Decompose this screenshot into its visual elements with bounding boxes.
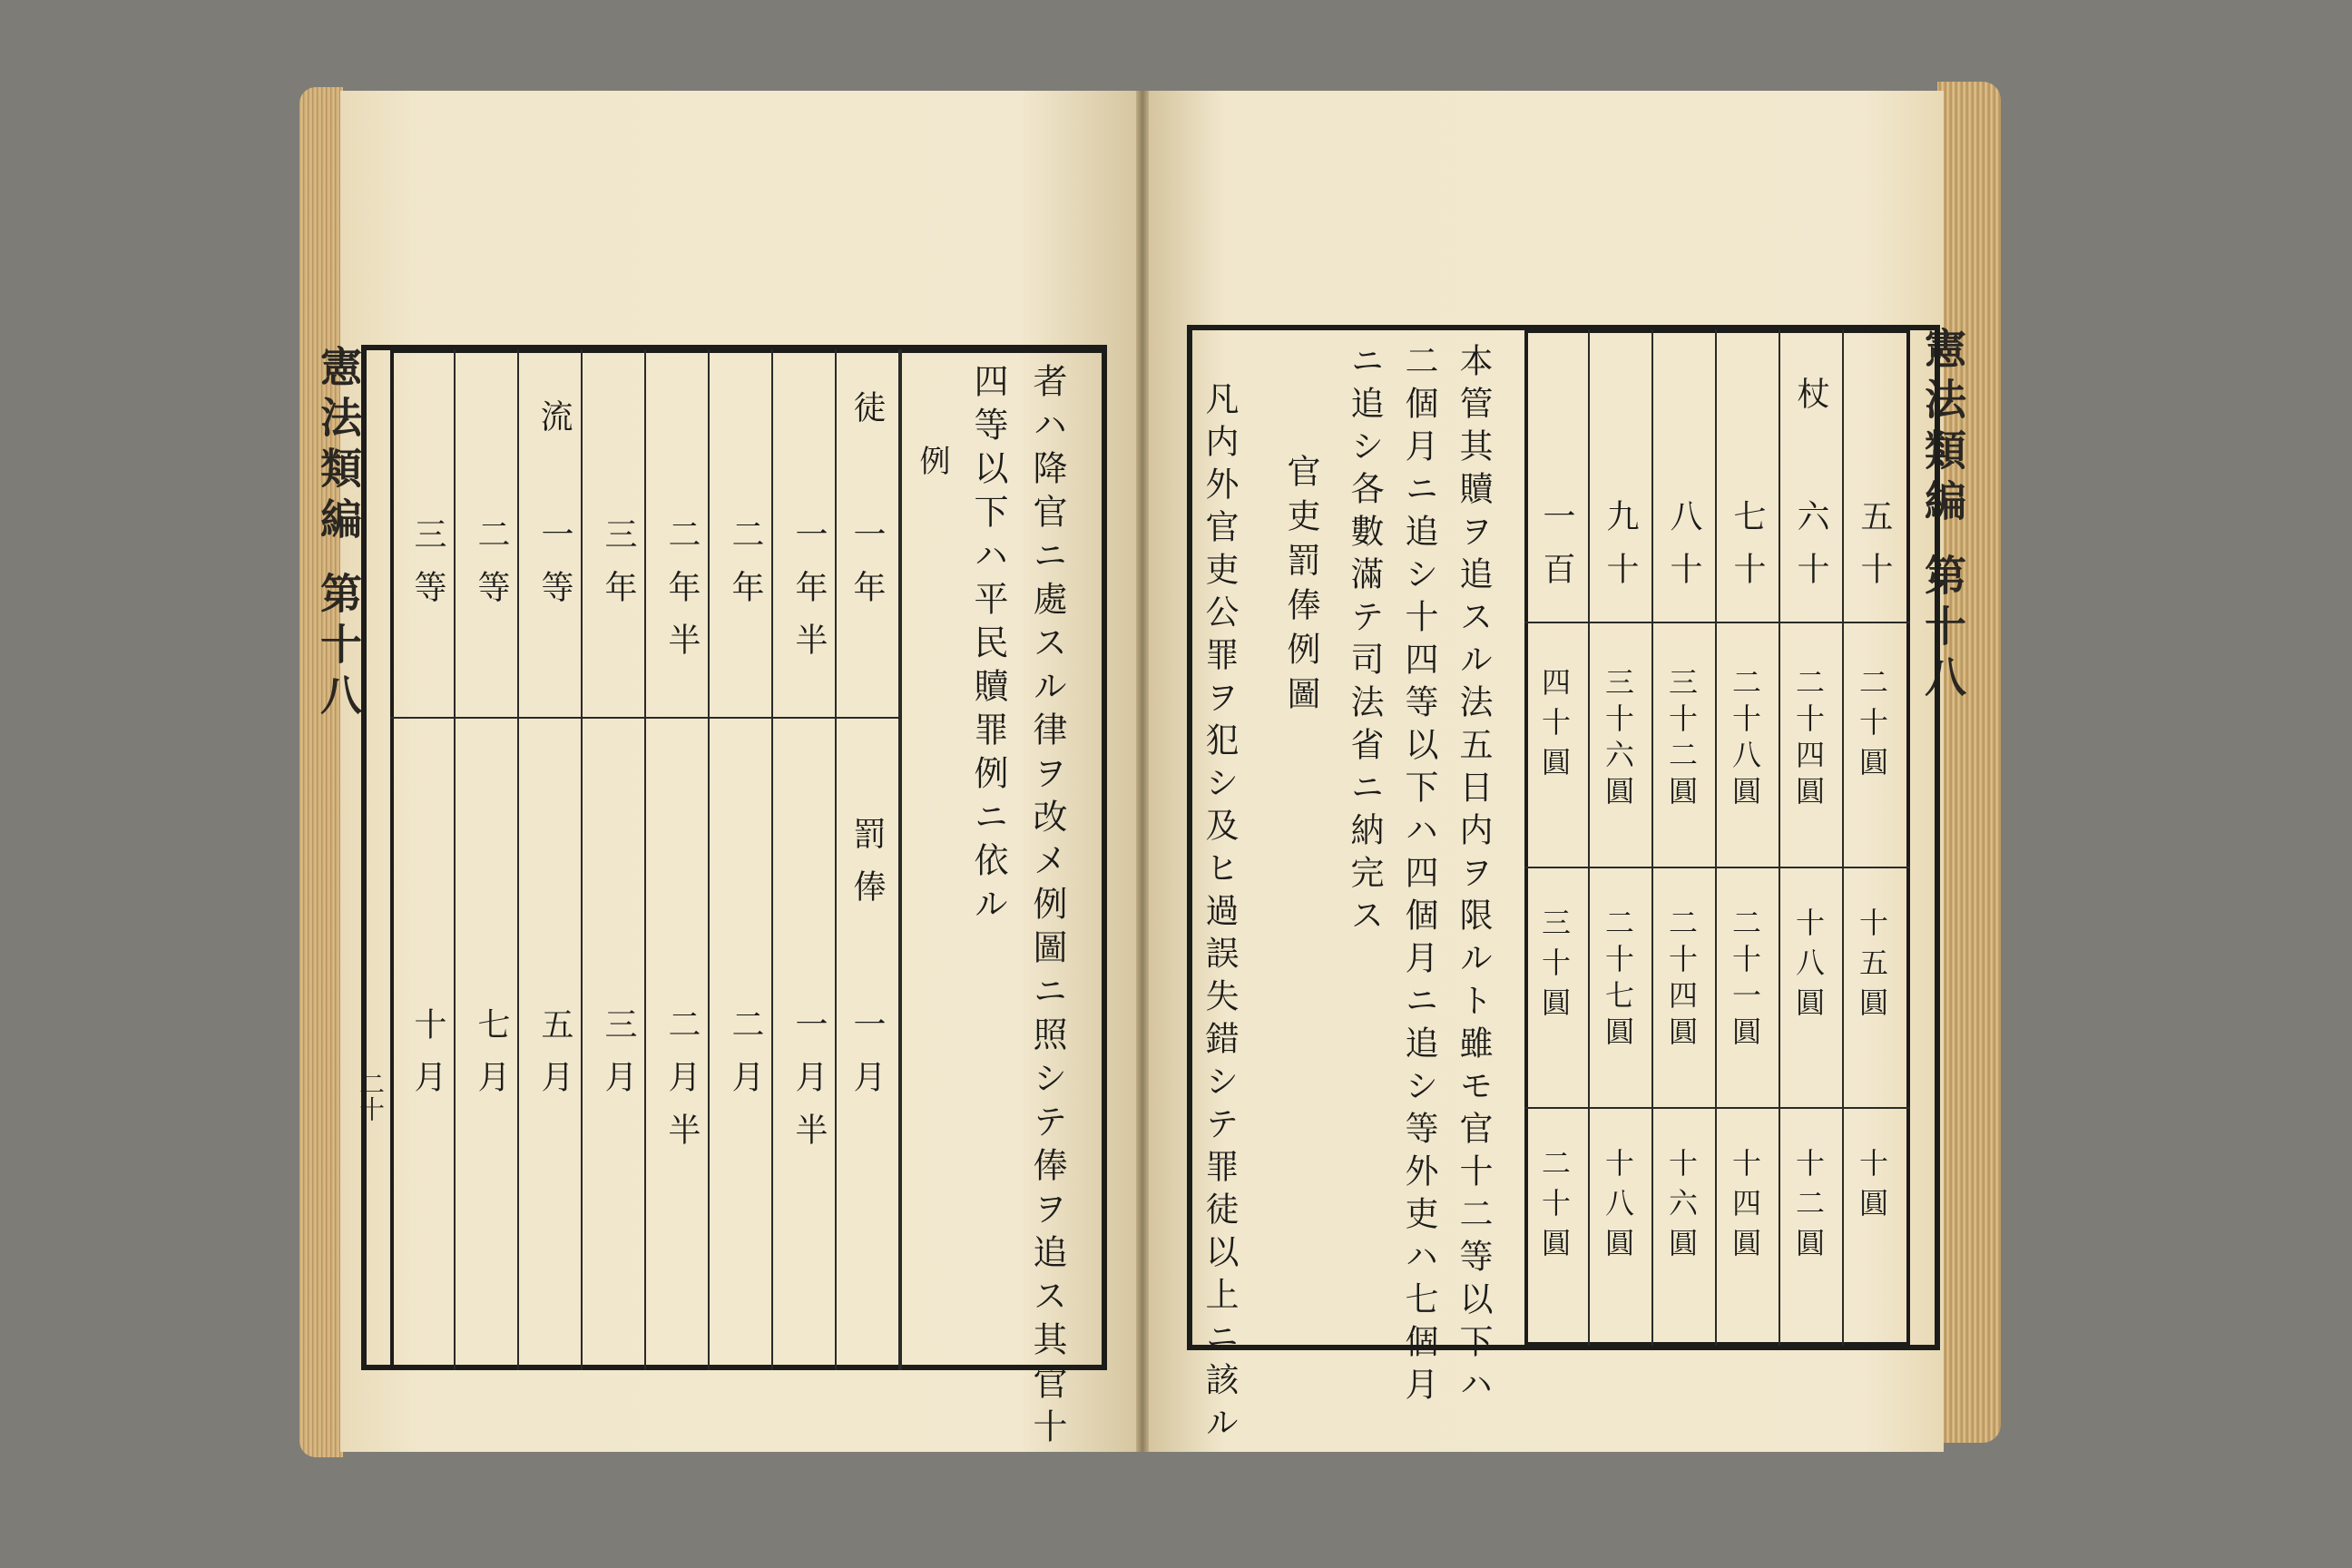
row-term: 一年半 <box>790 517 828 675</box>
row-term: 三等 <box>409 517 446 622</box>
amount: 十五圓 <box>1855 907 1889 1027</box>
row-term: 一等 <box>536 517 573 622</box>
row-label: 六十 <box>1792 499 1829 604</box>
row-label: 一百 <box>1538 499 1575 604</box>
amount: 三十圓 <box>1537 907 1572 1027</box>
left-text-col-3: 例 <box>914 445 950 488</box>
amount: 三十二圓 <box>1664 667 1699 812</box>
row-fine: 三月 <box>600 1007 637 1112</box>
row-fine: 二月 <box>727 1007 764 1112</box>
header-jo: 杖 <box>1792 377 1829 429</box>
page-edge-right <box>1937 82 2001 1443</box>
amount: 十四圓 <box>1728 1148 1762 1268</box>
amount: 二十八圓 <box>1728 667 1762 812</box>
book-gutter <box>1136 91 1149 1452</box>
amount: 二十四圓 <box>1664 907 1699 1053</box>
row-label: 七十 <box>1729 499 1766 604</box>
amount: 四十圓 <box>1537 667 1572 787</box>
header-ryu: 流 <box>535 399 573 452</box>
right-text-col-2: 二個月ニ追シ十四等以下ハ四個月ニ追シ等外吏ハ七個月 <box>1399 343 1438 1409</box>
amount: 二十圓 <box>1855 667 1889 787</box>
right-spine-title: 憲法類編 第十八 <box>1918 327 1967 707</box>
amount: 十圓 <box>1855 1148 1889 1228</box>
amount: 十二圓 <box>1791 1148 1826 1268</box>
row-term: 三年 <box>600 517 637 622</box>
row-term: 一年 <box>848 517 886 622</box>
amount: 二十七圓 <box>1601 907 1635 1053</box>
left-spine-title: 憲法類編 第十八 <box>314 345 363 725</box>
row-fine: 一月半 <box>790 1007 828 1165</box>
row-term: 二年 <box>727 517 764 622</box>
right-text-col-4: 官吏罰俸例圖 <box>1281 454 1320 720</box>
row-term: 二年半 <box>663 517 701 675</box>
right-text-col-5: 凡内外官吏公罪ヲ犯シ及ヒ過誤失錯シテ罪徒以上ニ該ル <box>1200 381 1239 1447</box>
page-number: 二十 <box>356 1071 386 1122</box>
amount: 二十一圓 <box>1728 907 1762 1053</box>
row-fine: 二月半 <box>663 1007 701 1165</box>
row-label: 八十 <box>1665 499 1702 604</box>
amount: 三十六圓 <box>1601 667 1635 812</box>
row-label: 九十 <box>1602 499 1639 604</box>
row-fine: 十月 <box>409 1007 446 1112</box>
row-fine: 七月 <box>473 1007 510 1112</box>
row-label: 五十 <box>1856 499 1893 604</box>
amount: 十八圓 <box>1791 907 1826 1027</box>
amount: 二十圓 <box>1537 1148 1572 1268</box>
amount: 十八圓 <box>1601 1148 1635 1268</box>
row-fine: 一月 <box>848 1007 886 1112</box>
left-text-col-1: 者ハ降官ニ處スル律ヲ改メ例圖ニ照シテ俸ヲ追ス其官十 <box>1027 363 1067 1452</box>
page-edge-left <box>299 87 343 1457</box>
right-text-col-3: ニ追シ各數滿テ司法省ニ納完ス <box>1345 343 1384 940</box>
right-text-col-1: 本管其贖ヲ追スル法五日内ヲ限ルト雖モ官十二等以下ハ <box>1454 343 1493 1409</box>
header-tu: 徒 <box>848 390 886 443</box>
row-fine: 五月 <box>536 1007 573 1112</box>
amount: 二十四圓 <box>1791 667 1826 812</box>
header-fine: 罰俸 <box>848 817 886 922</box>
amount: 十六圓 <box>1664 1148 1699 1268</box>
row-term: 二等 <box>473 517 510 622</box>
left-text-col-2: 四等以下ハ平民贖罪例ニ依ル <box>968 363 1008 929</box>
